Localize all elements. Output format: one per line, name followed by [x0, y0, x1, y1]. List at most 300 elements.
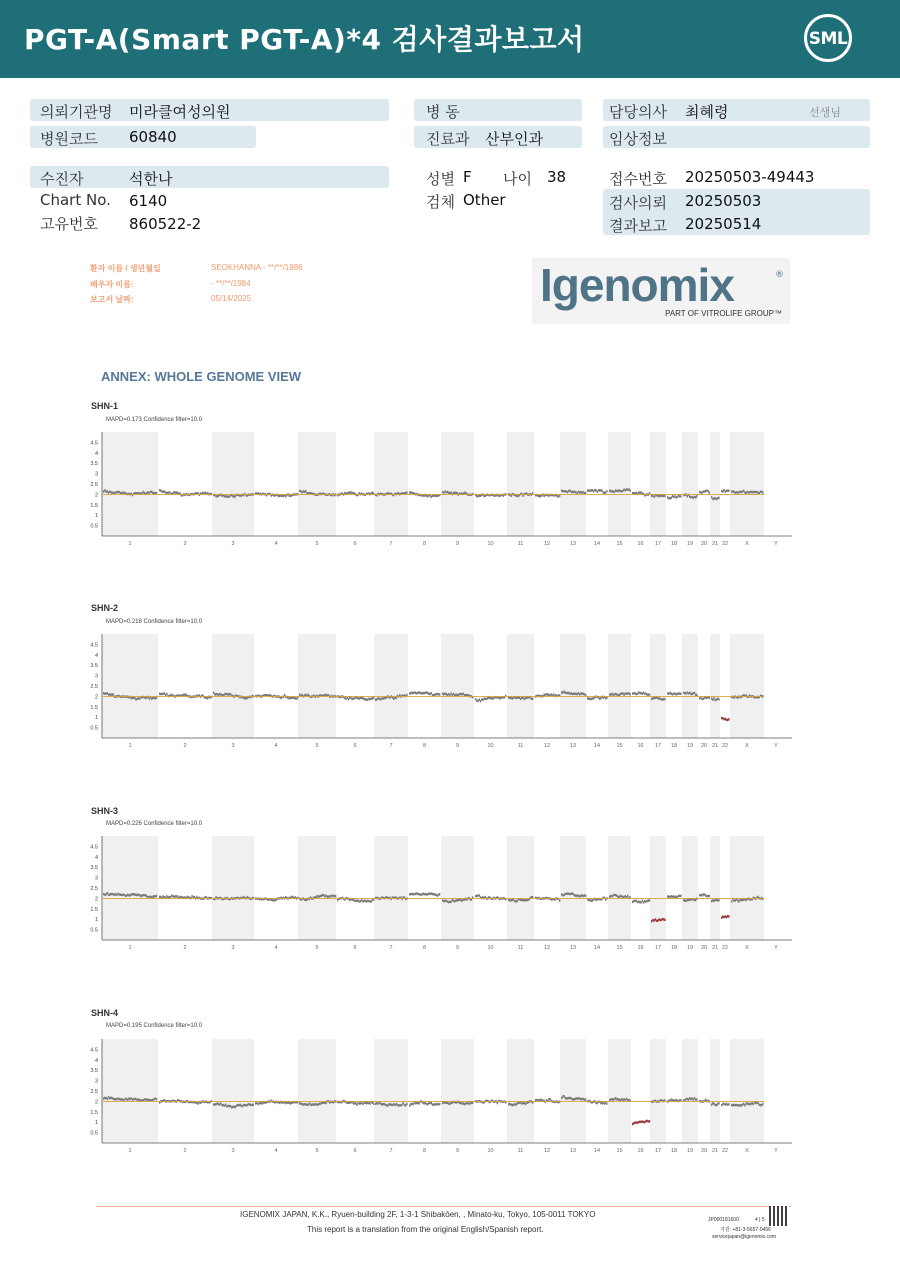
request-value: 20250503 — [685, 192, 762, 210]
x-tick-label: 2 — [183, 541, 187, 547]
cn-point — [184, 693, 185, 695]
cn-point — [711, 900, 712, 902]
cn-point — [592, 697, 593, 699]
cn-point — [585, 492, 586, 494]
cn-point — [196, 896, 197, 898]
cn-point — [461, 900, 462, 902]
cn-point — [108, 893, 109, 895]
cn-point — [472, 1101, 473, 1103]
cn-point — [625, 692, 626, 694]
y-tick-label: 4.5 — [90, 844, 98, 851]
cn-point — [513, 697, 514, 699]
report-title: PGT-A(Smart PGT-A)*4 검사결과보고서 — [24, 23, 585, 56]
cn-point — [460, 1102, 461, 1104]
cn-point — [701, 894, 702, 896]
cn-point — [337, 899, 338, 901]
cn-point — [306, 899, 307, 901]
cn-point — [400, 1104, 401, 1106]
hospital-code-value: 60840 — [129, 128, 177, 146]
cn-point — [626, 488, 627, 490]
cn-point — [344, 697, 345, 699]
cn-point — [694, 692, 695, 694]
age-label: 나이 — [503, 170, 532, 188]
x-tick-label: 20 — [700, 743, 708, 749]
cn-point — [672, 495, 673, 497]
cn-point — [622, 490, 623, 492]
cn-point — [433, 495, 434, 497]
cn-point — [732, 1104, 733, 1106]
cn-point — [604, 492, 605, 494]
cn-point — [634, 900, 635, 902]
chrom-band-1 — [102, 836, 158, 940]
x-tick-label: 22 — [721, 1148, 729, 1154]
y-tick-label: 1 — [94, 1120, 98, 1127]
cn-point — [365, 900, 366, 902]
cn-point — [575, 491, 576, 493]
cn-point — [727, 719, 728, 721]
cn-point — [459, 1102, 460, 1104]
y-tick-label: 4.5 — [90, 440, 98, 447]
cn-point — [685, 900, 686, 902]
cn-point — [155, 895, 156, 897]
cn-point — [610, 1098, 611, 1100]
cn-point — [465, 1102, 466, 1104]
cn-point — [307, 693, 308, 695]
cn-point — [597, 491, 598, 493]
cn-point — [279, 1102, 280, 1104]
cn-point — [680, 495, 681, 497]
cn-point — [669, 497, 670, 499]
cn-point — [416, 892, 417, 894]
cn-point — [577, 693, 578, 695]
cn-point — [475, 698, 476, 700]
chart-subtitle-3: MAPD=0.226 Confidence filter=10.0 — [106, 821, 203, 827]
x-tick-label: 17 — [654, 541, 662, 547]
cn-point — [109, 1097, 110, 1099]
cn-point — [392, 1104, 393, 1106]
cn-point — [243, 696, 244, 698]
chart-subtitle-2: MAPD=0.218 Confidence filter=10.0 — [106, 619, 203, 625]
cn-point — [448, 1102, 449, 1104]
cn-point — [750, 491, 751, 493]
cn-point — [312, 1103, 313, 1105]
cn-point — [642, 693, 643, 695]
cn-point — [709, 697, 710, 699]
x-tick-label: 14 — [593, 1148, 601, 1154]
cn-point — [395, 697, 396, 699]
cn-point — [648, 1120, 649, 1122]
cn-point — [455, 694, 456, 696]
cn-point — [583, 895, 584, 897]
cn-point — [696, 1098, 697, 1100]
chrom-band-3 — [212, 836, 254, 940]
cn-point — [416, 1102, 417, 1104]
report-value: 20250514 — [685, 215, 762, 233]
cn-point — [477, 894, 478, 896]
chart-no-label: Chart No. — [40, 191, 111, 209]
cn-point — [527, 899, 528, 901]
cn-point — [271, 899, 272, 901]
cn-point — [153, 492, 154, 494]
cn-point — [671, 895, 672, 897]
report-label: 결과보고 — [609, 217, 667, 235]
cn-point — [759, 1104, 760, 1106]
cn-point — [671, 497, 672, 499]
cn-point — [303, 1103, 304, 1105]
cn-point — [636, 1121, 637, 1123]
cn-point — [561, 490, 562, 492]
cn-point — [572, 1098, 573, 1100]
cn-point — [761, 491, 762, 493]
cn-point — [129, 1098, 130, 1100]
cn-point — [715, 497, 716, 499]
cn-point — [589, 698, 590, 700]
cn-point — [579, 491, 580, 493]
cn-point — [711, 496, 712, 498]
chrom-band-17 — [650, 1039, 666, 1143]
cn-point — [696, 495, 697, 497]
cn-point — [526, 899, 527, 901]
cn-point — [568, 490, 569, 492]
cn-point — [196, 1102, 197, 1104]
cn-point — [749, 1103, 750, 1105]
x-tick-label: 10 — [487, 945, 494, 951]
cn-point — [349, 492, 350, 494]
cn-point — [152, 492, 153, 494]
cn-point — [653, 697, 654, 699]
cn-point — [633, 692, 634, 694]
cn-point — [319, 895, 320, 897]
institution-value: 미라클여성의원 — [129, 103, 231, 121]
cn-point — [145, 1098, 146, 1100]
cn-point — [691, 1097, 692, 1099]
chart-subtitle-4: MAPD=0.195 Confidence filter=10.0 — [106, 1023, 203, 1029]
x-tick-label: 17 — [654, 743, 662, 749]
cn-point — [231, 1106, 232, 1108]
cn-point — [709, 895, 710, 897]
cn-point — [437, 693, 438, 695]
cn-point — [150, 491, 151, 493]
cn-point — [455, 1102, 456, 1104]
cn-point — [232, 495, 233, 497]
cn-point — [468, 1103, 469, 1105]
cn-point — [571, 892, 572, 894]
cn-point — [173, 491, 174, 493]
cn-point — [433, 893, 434, 895]
cn-point — [716, 498, 717, 500]
cn-point — [705, 490, 706, 492]
cn-point — [651, 495, 652, 497]
cn-point — [735, 899, 736, 901]
cn-point — [561, 1097, 562, 1099]
genome-chart-2 — [88, 630, 798, 752]
cn-point — [399, 1104, 400, 1106]
cn-point — [447, 1102, 448, 1104]
cn-point — [389, 1103, 390, 1105]
cn-point — [574, 693, 575, 695]
cn-point — [443, 693, 444, 695]
cn-point — [446, 900, 447, 902]
patient-value: 석한나 — [129, 170, 173, 188]
cn-point — [217, 495, 218, 497]
cn-point — [317, 895, 318, 897]
cn-point — [225, 1103, 226, 1105]
patient-bar — [30, 166, 389, 188]
igenomix-wordmark: Igenomix — [540, 259, 734, 311]
cn-point — [637, 901, 638, 903]
cn-point — [540, 1099, 541, 1101]
cn-point — [465, 492, 466, 494]
cn-point — [483, 495, 484, 497]
cn-point — [194, 896, 195, 898]
cn-point — [659, 495, 660, 497]
cn-point — [359, 697, 360, 699]
cn-point — [693, 1098, 694, 1100]
cn-point — [563, 894, 564, 896]
cn-point — [296, 698, 297, 700]
cn-point — [301, 694, 302, 696]
cn-point — [512, 899, 513, 901]
cn-point — [134, 1098, 135, 1100]
cn-point — [636, 693, 637, 695]
cn-point — [179, 896, 180, 898]
cn-point — [755, 491, 756, 493]
cn-point — [679, 495, 680, 497]
x-tick-label: 8 — [422, 743, 427, 749]
cn-point — [562, 894, 563, 896]
cn-point — [446, 693, 447, 695]
cn-point — [291, 896, 292, 898]
x-tick-label: 7 — [389, 945, 393, 951]
cn-point — [662, 495, 663, 497]
cn-point — [712, 1102, 713, 1104]
cn-point — [524, 1102, 525, 1104]
cn-point — [304, 491, 305, 493]
cn-point — [690, 693, 691, 695]
cn-point — [432, 893, 433, 895]
cn-point — [383, 1103, 384, 1105]
cn-point — [703, 893, 704, 895]
cn-point — [548, 1098, 549, 1100]
cn-point — [113, 1098, 114, 1100]
cn-point — [717, 899, 718, 901]
cn-point — [406, 1103, 407, 1105]
cn-point — [567, 1097, 568, 1099]
cn-point — [722, 490, 723, 492]
cn-point — [626, 1098, 627, 1100]
cn-point — [354, 899, 355, 901]
cn-point — [368, 698, 369, 700]
cn-point — [419, 1102, 420, 1104]
cn-point — [426, 495, 427, 497]
cn-point — [321, 1102, 322, 1104]
chrom-band-21 — [710, 634, 720, 738]
cn-point — [417, 691, 418, 693]
age-value: 38 — [547, 168, 567, 186]
cn-point — [131, 697, 132, 699]
cn-point — [253, 1103, 254, 1105]
cn-point — [427, 692, 428, 694]
cn-point — [144, 492, 145, 494]
cn-point — [290, 495, 291, 497]
cn-point — [512, 1104, 513, 1106]
cn-point — [409, 491, 410, 493]
x-tick-label: 6 — [353, 945, 357, 951]
cn-point — [748, 491, 749, 493]
cn-point — [108, 694, 109, 696]
cn-point — [657, 697, 658, 699]
cn-point — [509, 1103, 510, 1105]
cn-point — [153, 895, 154, 897]
cn-point — [368, 1102, 369, 1104]
cn-point — [513, 1104, 514, 1106]
cn-point — [360, 1102, 361, 1104]
cn-point — [713, 900, 714, 902]
cn-point — [375, 1103, 376, 1105]
x-tick-label: 5 — [315, 743, 319, 749]
cn-point — [622, 896, 623, 898]
cn-point — [220, 693, 221, 695]
cn-point — [690, 496, 691, 498]
cn-point — [176, 491, 177, 493]
cn-point — [132, 697, 133, 699]
cn-point — [349, 696, 350, 698]
cn-point — [688, 1098, 689, 1100]
cn-point — [215, 495, 216, 497]
cn-point — [712, 699, 713, 701]
cn-point — [588, 698, 589, 700]
cn-point — [611, 895, 612, 897]
cn-point — [616, 693, 617, 695]
cn-point — [439, 693, 440, 695]
cn-point — [459, 693, 460, 695]
cn-point — [385, 697, 386, 699]
cn-point — [638, 491, 639, 493]
cn-point — [109, 491, 110, 493]
cn-point — [448, 901, 449, 903]
chart-subtitle-1: MAPD=0.173 Confidence filter=10.0 — [106, 417, 203, 423]
y-tick-label: 1 — [94, 513, 98, 520]
x-tick-label: 16 — [637, 743, 644, 749]
cn-point — [417, 1102, 418, 1104]
cn-point — [573, 893, 574, 895]
x-tick-label: 20 — [700, 945, 708, 951]
cn-point — [144, 894, 145, 896]
x-tick-label: 9 — [455, 945, 460, 951]
cn-point — [304, 1103, 305, 1105]
cn-point — [549, 1098, 550, 1100]
cn-point — [152, 697, 153, 699]
cn-point — [143, 894, 144, 896]
cn-point — [110, 893, 111, 895]
chrom-band-11 — [507, 836, 534, 940]
cn-point — [394, 1104, 395, 1106]
cn-point — [706, 697, 707, 699]
cn-point — [335, 895, 336, 897]
cn-point — [731, 1104, 732, 1106]
chart-title-3: SHN-3 — [91, 806, 119, 816]
x-tick-label: 5 — [315, 541, 319, 547]
cn-point — [581, 1097, 582, 1099]
cn-point — [129, 894, 130, 896]
institution-label: 의뢰기관명 — [40, 103, 113, 121]
cn-point — [498, 495, 499, 497]
cn-point — [668, 497, 669, 499]
cn-point — [508, 1103, 509, 1105]
chrom-band-19 — [682, 634, 698, 738]
cn-point — [726, 1103, 727, 1105]
cn-point — [316, 896, 317, 898]
cn-point — [620, 490, 621, 492]
cn-point — [577, 895, 578, 897]
chrom-band-11 — [507, 432, 534, 536]
cn-point — [104, 693, 105, 695]
x-tick-label: 8 — [422, 945, 427, 951]
cn-point — [334, 895, 335, 897]
cn-point — [620, 693, 621, 695]
cn-point — [250, 1104, 251, 1106]
cn-point — [432, 694, 433, 696]
y-tick-label: 2.5 — [90, 684, 98, 690]
cn-point — [584, 1098, 585, 1100]
cn-point — [580, 491, 581, 493]
cn-point — [453, 693, 454, 695]
cn-point — [601, 490, 602, 492]
cn-point — [675, 693, 676, 695]
cn-point — [138, 697, 139, 699]
x-tick-label: 15 — [616, 541, 623, 547]
x-tick-label: Y — [774, 945, 778, 951]
cn-point — [361, 1102, 362, 1104]
clinical-label: 임상정보 — [609, 130, 667, 148]
cn-point — [363, 900, 364, 902]
x-tick-label: 5 — [315, 1148, 319, 1154]
cn-point — [127, 894, 128, 896]
cn-point — [455, 492, 456, 494]
cn-point — [751, 491, 752, 493]
cn-point — [486, 698, 487, 700]
cn-point — [750, 1103, 751, 1105]
cn-point — [606, 1102, 607, 1104]
cn-point — [213, 692, 214, 694]
id-value: 860522-2 — [129, 215, 202, 233]
cn-point — [434, 693, 435, 695]
cn-point — [524, 899, 525, 901]
cn-point — [243, 896, 244, 898]
x-tick-label: 18 — [670, 541, 678, 547]
cn-point — [289, 1102, 290, 1104]
cn-point — [515, 900, 516, 902]
chrom-band-13 — [560, 432, 586, 536]
cn-point — [135, 1098, 136, 1100]
cn-point — [405, 1104, 406, 1106]
cn-point — [171, 894, 172, 896]
footer-page: 4 | 5 — [755, 1217, 765, 1223]
chrom-band-15 — [608, 634, 631, 738]
chrom-band-1 — [102, 634, 158, 738]
cn-point — [736, 491, 737, 493]
cn-point — [591, 489, 592, 491]
cn-point — [742, 899, 743, 901]
chrom-band-9 — [441, 1039, 474, 1143]
cn-point — [456, 694, 457, 696]
cn-point — [251, 1104, 252, 1106]
cn-point — [262, 1102, 263, 1104]
cn-point — [532, 697, 533, 699]
cn-point — [569, 893, 570, 895]
cn-point — [673, 693, 674, 695]
cn-point — [448, 491, 449, 493]
